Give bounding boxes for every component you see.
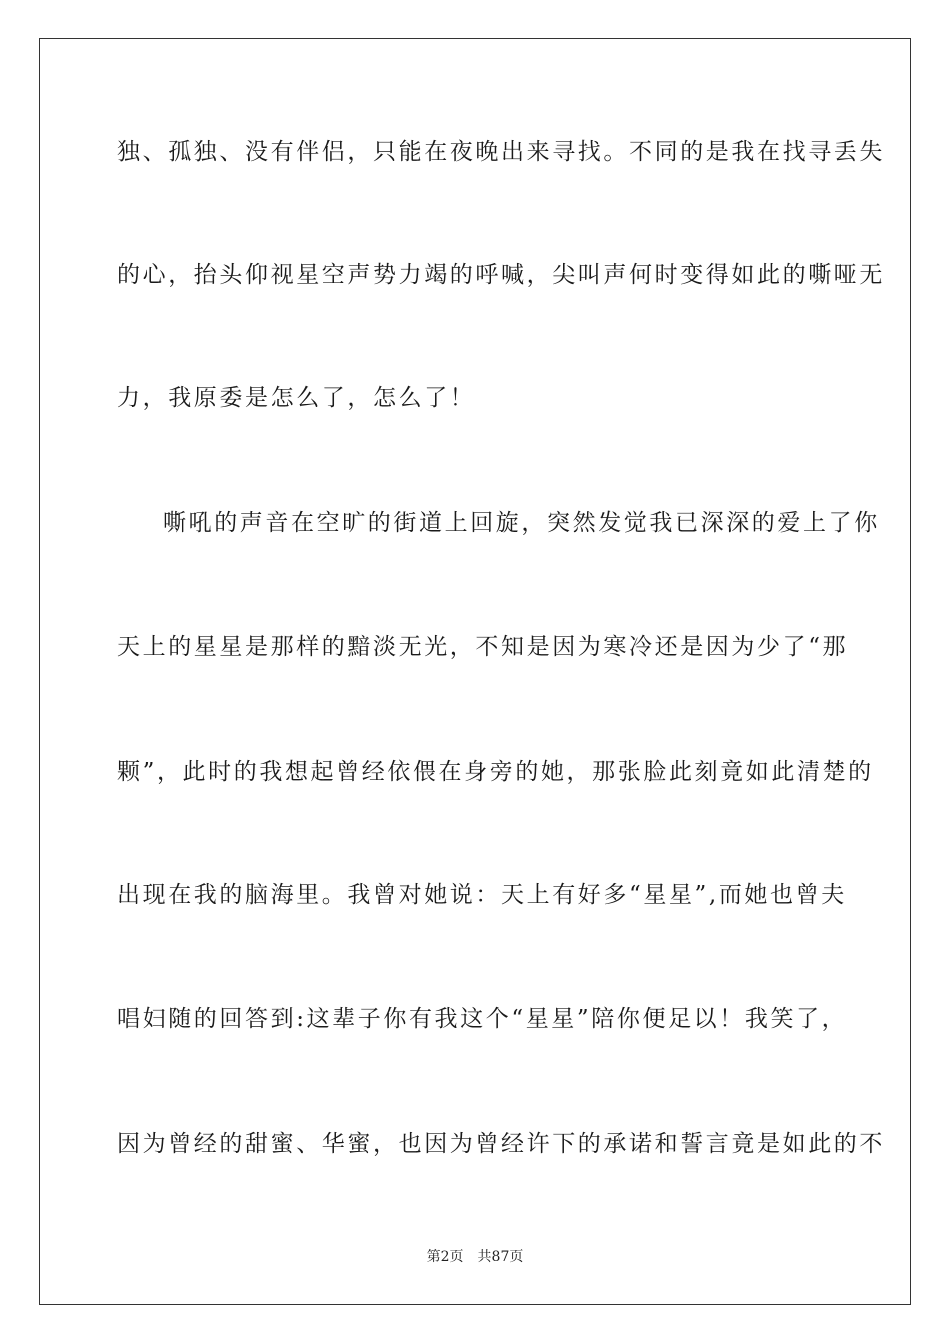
page-frame (39, 38, 911, 1305)
text-line: 唱妇随的回答到:这辈子你有我这个“星星”陪你便足以！我笑了， (117, 1006, 848, 1032)
text-line: 出现在我的脑海里。我曾对她说：天上有好多“星星”,而她也曾夫 (117, 882, 847, 908)
page-footer (0, 1248, 950, 1266)
page-total: 共87页 (477, 1249, 524, 1265)
text-line: 颗”，此时的我想起曾经依偎在身旁的她，那张脸此刻竟如此清楚的 (117, 759, 874, 785)
text-line: 因为曾经的甜蜜、华蜜，也因为曾经许下的承诺和誓言竟是如此的不 (117, 1131, 885, 1157)
paragraph-first-line: 嘶吼的声音在空旷的街道上回旋，突然发觉我已深深的爱上了你 (163, 510, 880, 536)
text-line: 的心，抬头仰视星空声势力竭的呼喊，尖叫声何时变得如此的嘶哑无 (117, 262, 885, 288)
page-number: 第2页 (426, 1249, 464, 1265)
text-line: 独、孤独、没有伴侣，只能在夜晚出来寻找。不同的是我在找寻丢失 (117, 139, 885, 165)
text-line: 力，我原委是怎么了，怎么了！ (117, 385, 476, 411)
text-line: 天上的星星是那样的黯淡无光，不知是因为寒冷还是因为少了“那 (117, 634, 849, 660)
